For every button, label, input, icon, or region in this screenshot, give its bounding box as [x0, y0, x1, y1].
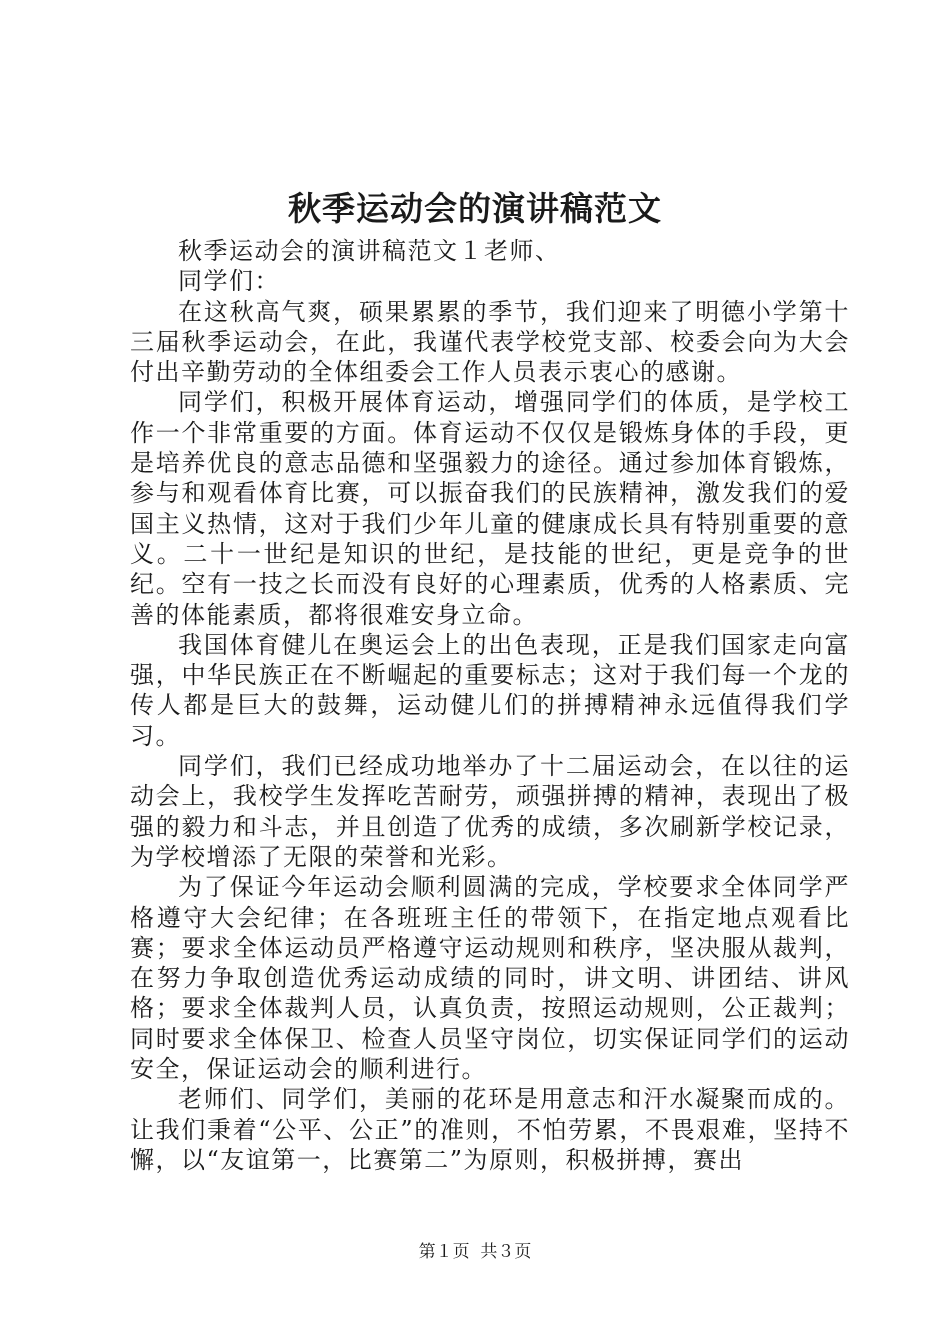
paragraph: 老师们、同学们，美丽的花环是用意志和汗水凝聚而成的。让我们秉着“公平、公正”的准则，不怕劳累，不畏艰难，坚持不懈，以“友谊第一，比赛第二”为原则，积极拼搏，赛出: [130, 1085, 850, 1174]
paragraph: 在这秋高气爽，硕果累累的季节，我们迎来了明德小学第十三届秋季运动会，在此，我谨代表学校党支部、校委会向为大会付出辛勤劳动的全体组委会工作人员表示衷心的感谢。: [130, 297, 850, 387]
page-footer: [0, 1240, 950, 1264]
page-number: 第１页: [418, 1242, 470, 1262]
document-body: [130, 236, 850, 1175]
paragraph: 秋季运动会的演讲稿范文１老师、: [178, 237, 561, 265]
footer-spacer: [470, 1242, 481, 1262]
paragraph: 我国体育健儿在奥运会上的出色表现，正是我们国家走向富强，中华民族正在不断崛起的重要标志；这对于我们每一个龙的传人都是巨大的鼓舞，运动健儿们的拼搏精神永远值得我们学习。: [130, 630, 850, 750]
document-title: 秋季运动会的演讲稿范文: [288, 189, 662, 228]
paragraph: 同学们，积极开展体育运动，增强同学们的体质，是学校工作一个非常重要的方面。体育运动不仅仅是锻炼身体的手段，更是培养优良的意志品德和坚强毅力的途径。通过参加体育锻炼，参与和观看体育比赛，可以振奋我们的民族精神，激发我们的爱国主义热情，这对于我们少年儿童的健康成长具有特别重要的意义。二十一世纪是知识的世纪，是技能的世纪，更是竞争的世纪。空有一技之长而没有良好的心理素质，优秀的人格素质、完善的体能素质，都将很难安身立命。: [130, 388, 850, 629]
paragraph: 同学们，我们已经成功地举办了十二届运动会，在以往的运动会上，我校学生发挥吃苦耐劳，顽强拼搏的精神，表现出了极强的毅力和斗志，并且创造了优秀的成绩，多次刷新学校记录，为学校增添了无限的荣誉和光彩。: [130, 752, 850, 871]
paragraph: 为了保证今年运动会顺利圆满的完成，学校要求全体同学严格遵守大会纪律；在各班班主任的带领下，在指定地点观看比赛；要求全体运动员严格遵守运动规则和秩序，坚决服从裁判，在努力争取创造优秀运动成绩的同时，讲文明、讲团结、讲风格；要求全体裁判人员，认真负责，按照运动规则，公正裁判；同时要求全体保卫、检查人员坚守岗位，切实保证同学们的运动安全，保证运动会的顺利进行。: [130, 873, 850, 1084]
paragraph: 同学们：: [178, 267, 280, 296]
page-total: 共３页: [480, 1242, 532, 1262]
